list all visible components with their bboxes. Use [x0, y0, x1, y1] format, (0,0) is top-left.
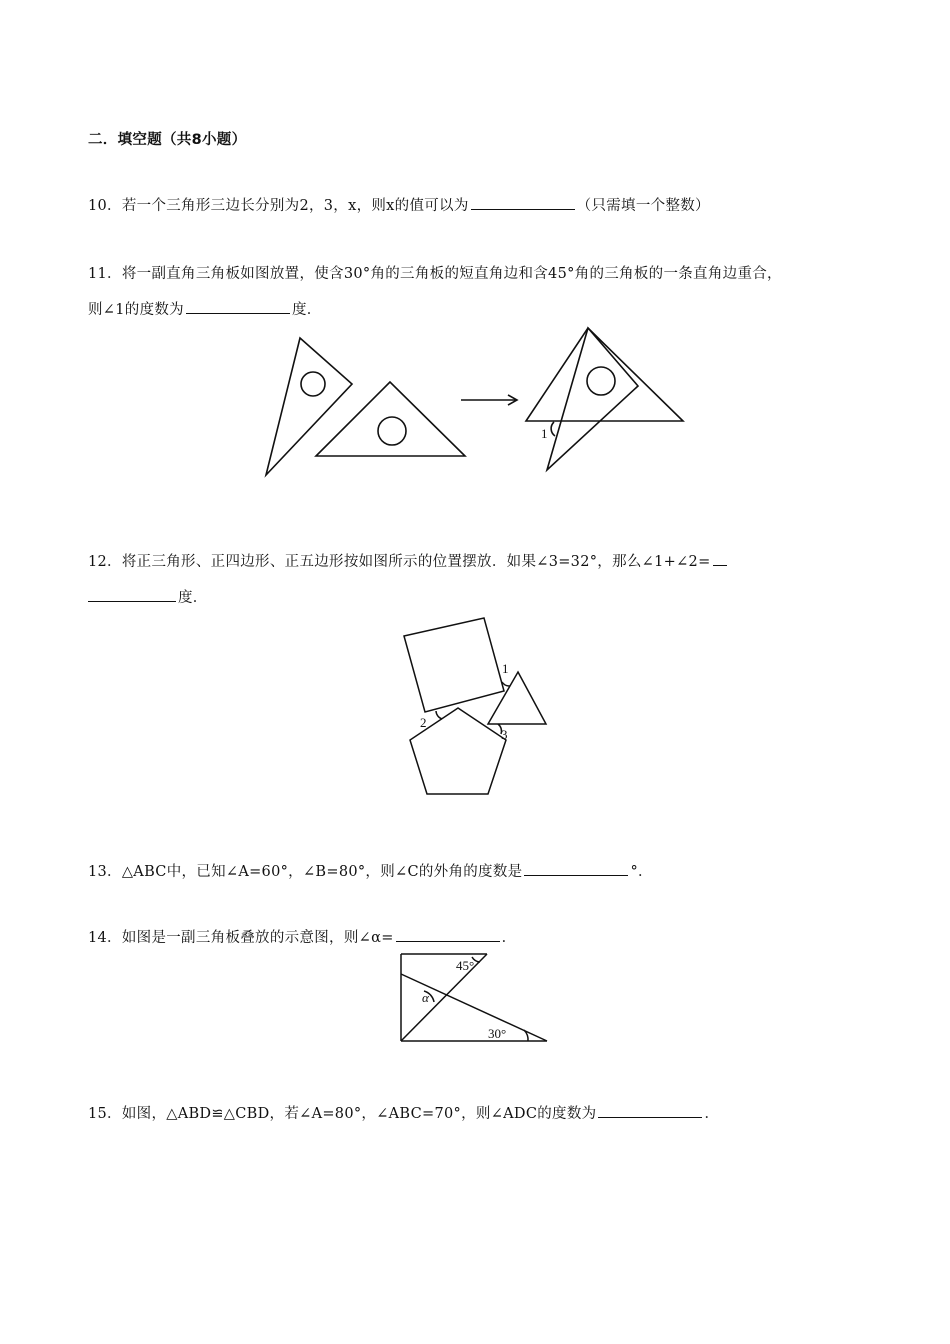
q13-unit: °． — [630, 864, 653, 880]
q14-figure — [396, 950, 552, 1046]
angle-1-arc — [551, 422, 555, 436]
q12-text: 12．将正三角形、正四边形、正五边形按如图所示的位置摆放．如果∠3=32°，那么∠1+∠2= — [88, 554, 711, 570]
angle-1-label: 1 — [502, 661, 509, 676]
set-square-30-right — [547, 328, 638, 470]
question-13 — [88, 860, 653, 881]
question-12-line1 — [88, 550, 729, 571]
q15-end: ． — [704, 1106, 720, 1122]
q11-unit: 度． — [291, 302, 322, 318]
q14-end: ． — [501, 930, 517, 946]
q11-figure — [258, 324, 690, 480]
set-square-45-right — [526, 328, 683, 421]
q10-text: 10．若一个三角形三边长分别为2，3，x，则x的值可以为 — [88, 198, 469, 214]
question-14 — [88, 926, 516, 947]
set-square-30-left — [266, 338, 352, 475]
q13-text: 13．△ABC中，已知∠A=60°，∠B=80°，则∠C的外角的度数是 — [88, 864, 523, 880]
question-10 — [88, 194, 710, 215]
angle-3-label: 3 — [501, 727, 508, 742]
q11-text: 则∠1的度数为 — [88, 302, 184, 318]
q14-answer-blank[interactable] — [396, 927, 500, 942]
angle-45-label: 45° — [456, 958, 475, 973]
square — [404, 618, 504, 712]
question-11-line1: 11．将一副直角三角板如图放置，使含30°角的三角板的短直角边和含45°角的三角板的一条直角边重合， — [88, 266, 782, 282]
question-11-line2 — [88, 298, 322, 319]
q14-text: 14．如图是一副三角板叠放的示意图，则∠α= — [88, 930, 394, 946]
q13-answer-blank[interactable] — [524, 861, 628, 876]
q12-answer-blank[interactable] — [88, 587, 176, 602]
angle-2-arc — [436, 711, 442, 719]
set-square-hole-right — [587, 367, 615, 395]
q10-note: （只需填一个整数） — [576, 198, 710, 214]
set-square-45-hole — [378, 417, 406, 445]
section-heading: 二．填空题（共8小题） — [88, 132, 247, 148]
angle-2-label: 2 — [420, 715, 427, 730]
angle-alpha-label: α — [422, 990, 429, 1005]
q15-answer-blank[interactable] — [598, 1103, 702, 1118]
q10-answer-blank[interactable] — [471, 195, 575, 210]
angle-30-label: 30° — [488, 1026, 507, 1041]
angle-1-label: 1 — [541, 426, 548, 441]
equilateral-triangle — [488, 672, 546, 724]
q11-answer-blank[interactable] — [186, 299, 290, 314]
q12-unit: 度． — [178, 590, 208, 606]
q12-answer-blank-start[interactable] — [713, 551, 727, 566]
q15-text: 15．如图，△ABD≌△CBD，若∠A=80°，∠ABC=70°，则∠ADC的度数为 — [88, 1106, 597, 1122]
question-15 — [88, 1102, 719, 1123]
question-12-line2 — [88, 586, 208, 607]
q12-figure — [398, 612, 556, 798]
set-square-30-hole — [301, 372, 325, 396]
